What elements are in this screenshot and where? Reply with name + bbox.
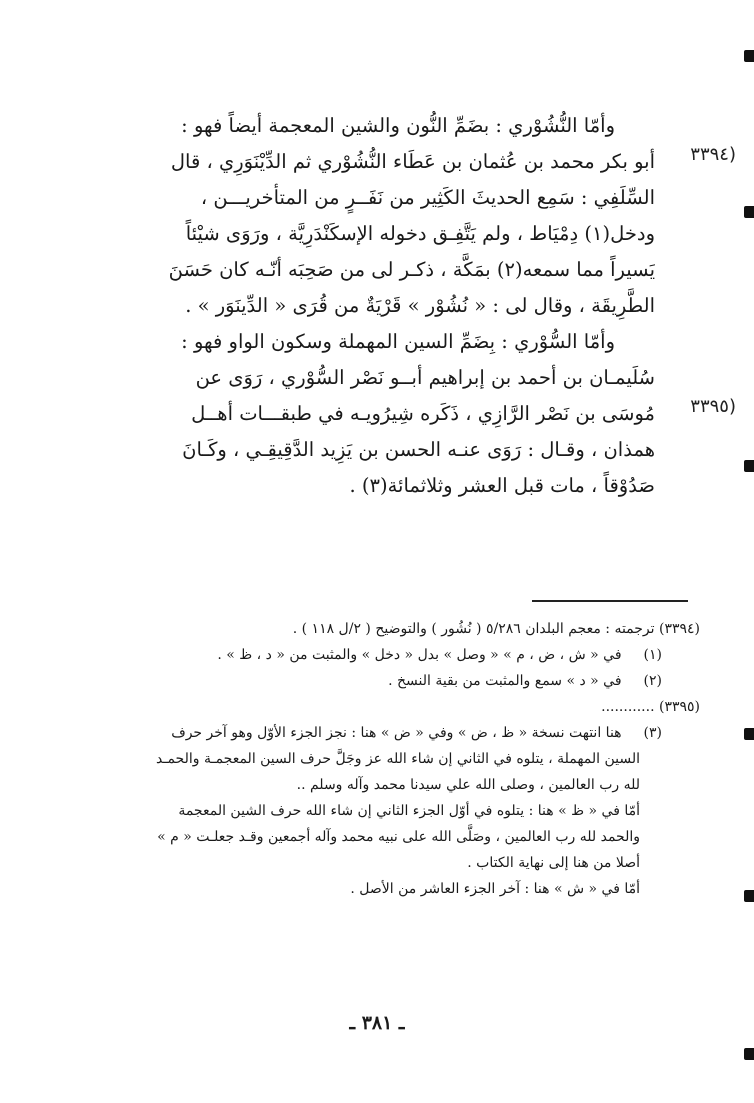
footnote-text: أمّا في « ظ » هنا : يتلوه في أوّل الجزء الثاني إن شاء الله حرف الشين المعجمة bbox=[178, 803, 640, 819]
footnote-text: لله رب العالمين ، وصلى الله علي سيدنا محمد وآله وسلم .. bbox=[296, 777, 640, 793]
text-line: سُلَيمـان بن أحمد بن إبراهيم أبــو نَصْر السُّوْري ، رَوَى عن bbox=[195, 366, 655, 389]
text-line: أبو بكر محمد بن عُثمان بن عَطَاء النُّشُوْري ثم الدِّيْنَوَرِي ، قال bbox=[170, 150, 655, 173]
footnote-text: أمّا في « ش » هنا : آخر الجزء العاشر من الأصل . bbox=[350, 881, 640, 897]
edge-mark bbox=[744, 890, 754, 902]
text-line: يَسيراً مما سمعه(٢) بمَكَّة ، ذكـر لى من صَحِبَه أنّـه كان حَسَنَ bbox=[168, 258, 655, 281]
page-number: ـ ٣٨١ ـ bbox=[349, 1012, 405, 1034]
footnote-3 bbox=[60, 720, 700, 746]
entry-number-3394: (٣٣٩٤ bbox=[690, 144, 736, 165]
footnote-entry-3394: (٣٣٩٤) ترجمته : معجم البلدان ٥/٢٨٦ ( نُشُور ) والتوضيح ( ٢/ل ١١٨ ) . bbox=[292, 621, 700, 637]
text-line: صَدُوْقاً ، مات قبل العشر وثلاثمائة(٣) . bbox=[349, 474, 655, 497]
text-line: الطَّرِيقَة ، وقال لى : « نُشُوْر » قَرْيَةٌ من قُرَى « الدِّينَوَر » . bbox=[185, 294, 655, 317]
footnote-text: أصلا من هنا إلى نهاية الكتاب . bbox=[467, 855, 640, 871]
edge-mark bbox=[744, 206, 754, 218]
main-text bbox=[110, 108, 655, 504]
edge-mark bbox=[744, 50, 754, 62]
footnote-label: (٢) bbox=[643, 673, 662, 689]
footnote-text: في « ش ، ض ، م » « وصل » بدل « دخل » والمثبت من « د ، ظ » . bbox=[217, 647, 622, 663]
text-line: ودخل(١) دِمْيَاط ، ولم يَتَّفِـق دخوله الإسكَنْدَرِيَّة ، ورَوَى شيْئاً bbox=[185, 222, 655, 245]
footnote-label: (١) bbox=[643, 647, 662, 663]
text-line: وأمّا السُّوْري : بِضَمِّ السين المهملة وسكون الواو فهو : bbox=[181, 330, 615, 353]
text-line: وأمّا النُّشُوْري : بضَمِّ النُّون والشين المعجمة أيضاً فهو : bbox=[181, 114, 615, 137]
footnote-2 bbox=[60, 668, 700, 694]
text-line: مُوسَى بن نَصْر الرَّازِي ، ذَكَره شِيرُويـه في طبقـــات أهــل bbox=[191, 402, 655, 425]
footnote-label: (٣) bbox=[643, 725, 662, 741]
footnote-1 bbox=[60, 642, 700, 668]
footnote-text: هنا انتهت نسخة « ظ ، ض » وفي « ض » هنا : نجز الجزء الأوّل وهو آخر حرف bbox=[171, 725, 622, 741]
footnote-entry-3395: (٣٣٩٥) ............ bbox=[601, 699, 700, 715]
text-line: السِّلَفِي : سَمِع الحديثَ الكَثِير من نَفَــرٍ من المتأخريـــن ، bbox=[200, 186, 655, 209]
entry-number-3395: (٣٣٩٥ bbox=[690, 396, 736, 417]
footnote-text: والحمد لله رب العالمين ، وصَلَّى الله على نبيه محمد وآله أجمعين وقـد جعلـت « م » bbox=[157, 829, 640, 845]
footnotes bbox=[60, 616, 700, 902]
edge-mark bbox=[744, 728, 754, 740]
edge-mark bbox=[744, 460, 754, 472]
footnote-separator bbox=[532, 600, 688, 602]
text-line: همذان ، وقـال : رَوَى عنـه الحسن بن يَزِيد الدَّقِيقِـي ، وكَـانَ bbox=[182, 438, 655, 461]
edge-mark bbox=[744, 1048, 754, 1060]
footnote-text: السين المهملة ، يتلوه في الثاني إن شاء الله عز وجَلَّ حرف السين المعجمـة والحمـد bbox=[156, 751, 640, 767]
footnote-text: في « د » سمع والمثبت من بقية النسخ . bbox=[388, 673, 622, 689]
